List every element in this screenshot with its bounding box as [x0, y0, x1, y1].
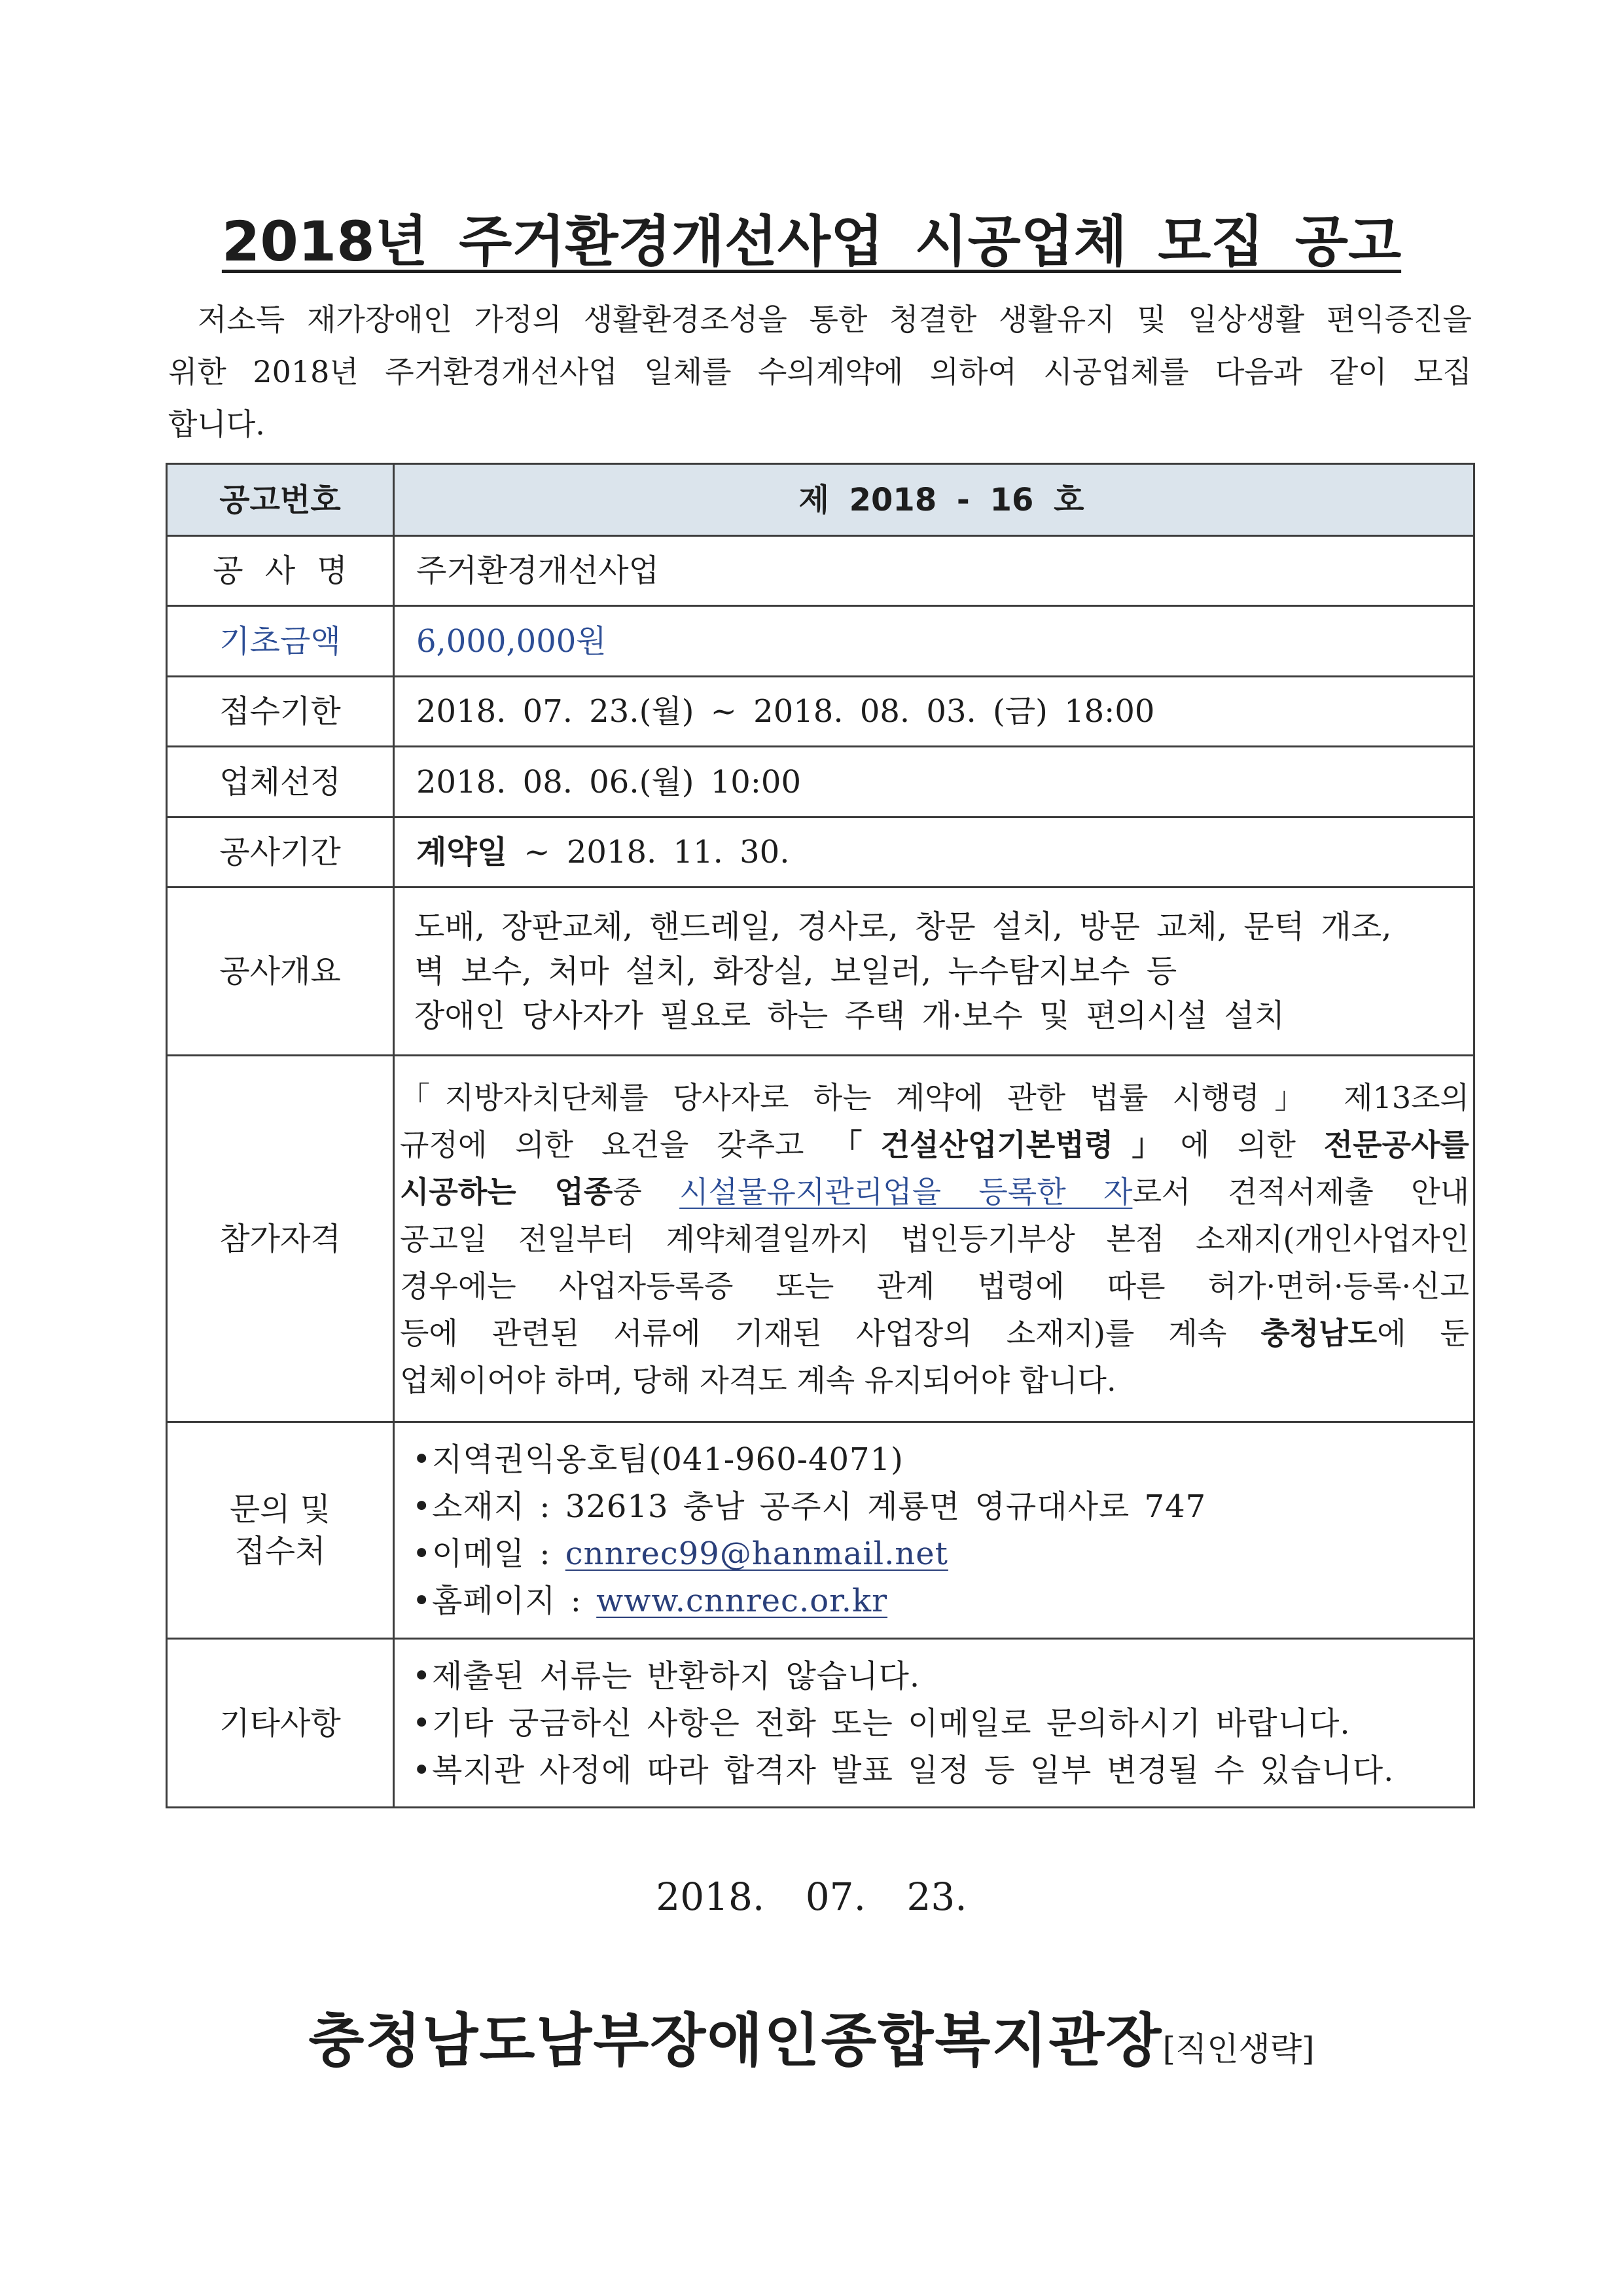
qualification-value: [394, 1056, 1474, 1422]
qualification-line: [400, 1357, 1469, 1404]
qualification-line: [400, 1074, 1469, 1121]
overview-line: 벽 보수, 처마 설치, 화장실, 보일러, 누수탐지보수 등: [414, 953, 1177, 990]
qualification-line: [400, 1168, 1469, 1215]
contractor-selection-value: 2018. 08. 06.(월) 10:00: [394, 747, 1474, 817]
qualification-text: 중: [613, 1174, 680, 1210]
contact-team: 지역권익옹호팀(041-960-4071): [432, 1441, 904, 1478]
base-amount-label: 기초금액: [167, 606, 394, 677]
table-row-construction-period: [167, 817, 1474, 888]
qualification-region: 충청남도: [1260, 1315, 1378, 1351]
table-row-overview: [167, 888, 1474, 1056]
qualification-text: 「지방자치단체를 당사자로 하는 계약에 관한 법률 시행령」 제13조의: [400, 1079, 1469, 1115]
contractor-selection-label: 업체선정: [167, 747, 394, 817]
bullet-icon: •: [412, 1441, 432, 1478]
qualification-law-name: 「건설산업기본법령」: [832, 1126, 1181, 1162]
table-row-contractor-selection: [167, 747, 1474, 817]
overview-line: 장애인 당사자가 필요로 하는 주택 개·보수 및 편의시설 설치: [414, 997, 1285, 1034]
list-item: [412, 1436, 1467, 1483]
bullet-icon: •: [412, 1488, 432, 1525]
list-item: [412, 1530, 1467, 1577]
qualification-text: 에 둔: [1377, 1315, 1469, 1351]
qualification-text: 로서 견적서제출 안내: [1132, 1174, 1470, 1210]
overview-value: [394, 888, 1474, 1056]
notice-number-value: 제 2018 - 16 호: [394, 464, 1474, 536]
qualification-text: 경우에는 사업자등록증 또는 관계 법령에 따른 허가·면허·등록·신고: [400, 1268, 1469, 1304]
other-label: 기타사항: [167, 1639, 394, 1808]
overview-line: 도배, 장판교체, 핸드레일, 경사로, 창문 설치, 방문 교체, 문턱 개조,: [414, 908, 1392, 945]
other-value: [394, 1639, 1474, 1808]
intro-line: 저소득 재가장애인 가정의 생활환경조성을 통한 청결한 생활유지 및 일상생활 편익증진을: [198, 302, 1472, 337]
construction-period-label: 공사기간: [167, 817, 394, 888]
bullet-icon: •: [412, 1704, 432, 1742]
issuer-name: 충청남도남부장애인종합복지관장: [308, 2007, 1163, 2074]
receipt-deadline-label: 접수기한: [167, 677, 394, 747]
other-note: 복지관 사정에 따라 합격자 발표 일정 등 일부 변경될 수 있습니다.: [432, 1751, 1395, 1789]
qualification-emphasis: 시공하는 업종: [400, 1174, 613, 1210]
notice-table: [166, 463, 1475, 1808]
contact-homepage-label: 홈페이지 :: [432, 1583, 597, 1619]
notice-number-label: 공고번호: [167, 464, 394, 536]
bullet-icon: •: [412, 1535, 432, 1572]
document-title: [0, 209, 1623, 274]
contact-homepage-link[interactable]: www.cnnrec.or.kr: [596, 1583, 888, 1619]
other-note: 제출된 서류는 반환하지 않습니다.: [432, 1657, 921, 1695]
qualification-text: 업체이어야 하며, 당해 자격도 계속 유지되어야 합니다.: [400, 1362, 1116, 1398]
construction-period-value: [394, 817, 1474, 888]
qualification-text: 에 의한: [1180, 1126, 1324, 1162]
table-row-contact: [167, 1422, 1474, 1639]
contact-label-line: 접수처: [234, 1533, 326, 1570]
bullet-icon: •: [412, 1583, 432, 1619]
list-item: [412, 1700, 1467, 1747]
list-item: [412, 1747, 1467, 1794]
seal-omitted-note: [직인생략]: [1162, 2030, 1315, 2068]
qualification-line: [400, 1215, 1469, 1263]
table-row-qualification: [167, 1056, 1474, 1422]
construction-period-start: 계약일: [416, 834, 508, 870]
title-text: 2018년 주거환경개선사업 시공업체 모집 공고: [221, 209, 1402, 274]
list-item: [412, 1483, 1467, 1530]
project-name-label: 공 사 명: [167, 536, 394, 606]
announcement-date: 2018. 07. 23.: [656, 1874, 967, 1919]
receipt-deadline-value: 2018. 07. 23.(월) ~ 2018. 08. 03. (금) 18:00: [394, 677, 1474, 747]
intro-line: 위한 2018년 주거환경개선사업 일체를 수의계약에 의하여 시공업체를 다음과 같이 모집: [168, 354, 1472, 389]
intro-paragraph: [168, 293, 1472, 450]
qualification-line: [400, 1310, 1469, 1357]
table-row-notice-number: [167, 464, 1474, 536]
base-amount-value: 6,000,000원: [394, 606, 1474, 677]
signature-block: [0, 2001, 1623, 2096]
construction-period-end: ~ 2018. 11. 30.: [507, 834, 790, 870]
overview-label: 공사개요: [167, 888, 394, 1056]
qualification-emphasis: 전문공사를: [1323, 1126, 1469, 1162]
intro-line: 합니다.: [168, 406, 265, 442]
list-item: [412, 1577, 1467, 1624]
qualification-text: 규정에 의한 요건을 갖추고: [400, 1126, 832, 1162]
contact-address: 소재지 : 32613 충남 공주시 계룡면 영규대사로 747: [432, 1488, 1207, 1525]
list-item: [412, 1653, 1467, 1700]
table-row-project-name: [167, 536, 1474, 606]
qualification-highlight: 시설물유지관리업을 등록한 자: [679, 1174, 1133, 1210]
qualification-line: [400, 1121, 1469, 1168]
project-name-value: 주거환경개선사업: [394, 536, 1474, 606]
contact-email-label: 이메일 :: [432, 1535, 565, 1572]
contact-email-link[interactable]: cnnrec99@hanmail.net: [565, 1535, 948, 1572]
qualification-text: 등에 관련된 서류에 기재된 사업장의 소재지)를 계속: [400, 1315, 1261, 1351]
table-row-base-amount: [167, 606, 1474, 677]
table-row-other: [167, 1639, 1474, 1808]
qualification-text: 공고일 전일부터 계약체결일까지 법인등기부상 본점 소재지(개인사업자인: [400, 1221, 1469, 1257]
other-note: 기타 궁금하신 사항은 전화 또는 이메일로 문의하시기 바랍니다.: [432, 1704, 1351, 1742]
contact-label: [167, 1422, 394, 1639]
contact-value: [394, 1422, 1474, 1639]
bullet-icon: •: [412, 1657, 432, 1695]
qualification-line: [400, 1263, 1469, 1310]
contact-label-line: 문의 및: [229, 1491, 331, 1528]
qualification-label: 참가자격: [167, 1056, 394, 1422]
table-row-receipt-deadline: [167, 677, 1474, 747]
bullet-icon: •: [412, 1751, 432, 1789]
